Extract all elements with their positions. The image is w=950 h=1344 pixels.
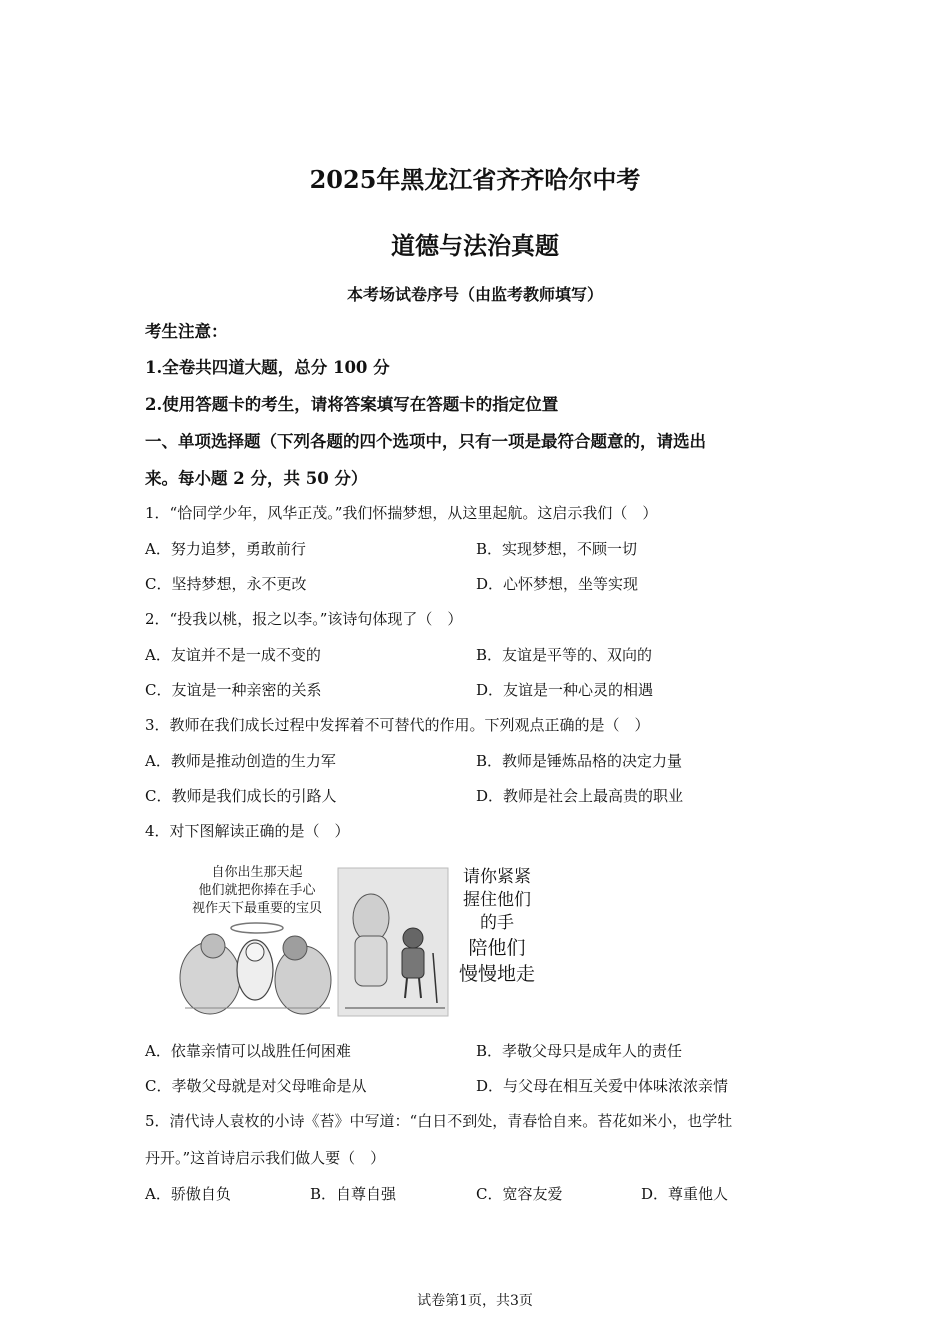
question-1-option-c[interactable]: C．坚持梦想，永不更改 [145, 575, 307, 593]
right-caption-line-2: 握住他们 [463, 890, 531, 910]
question-5-stem: 5．清代诗人袁枚的小诗《苔》中写道：“白日不到处，青春恰自来。苔花如米小，也学牡 [145, 1112, 733, 1130]
question-5-stem-cont: 丹开。”这首诗启示我们做人要（ ） [145, 1149, 386, 1167]
exam-title: 2025年黑龙江省齐齐哈尔中考 [309, 165, 641, 194]
question-5-option-a[interactable]: A．骄傲自负 [145, 1185, 231, 1203]
question-5-option-d[interactable]: D．尊重他人 [641, 1185, 729, 1203]
section-heading-cont: 来。每小题 2 分，共 50 分） [145, 469, 368, 488]
question-1-stem: 1．“恰同学少年，风华正茂。”我们怀揣梦想，从这里起航。这启示我们（ ） [145, 504, 658, 522]
question-2-option-b[interactable]: B．友谊是平等的、双向的 [476, 646, 653, 664]
notice-item-2: 2.使用答题卡的考生，请将答案填写在答题卡的指定位置 [145, 395, 559, 414]
left-caption-line-1: 自你出生那天起 [211, 865, 303, 880]
question-2-option-a[interactable]: A．友谊并不是一成不变的 [145, 646, 321, 664]
question-3-stem: 3．教师在我们成长过程中发挥着不可替代的作用。下列观点正确的是（ ） [145, 716, 650, 734]
right-panel [338, 868, 448, 1016]
question-4-option-a[interactable]: A．依靠亲情可以战胜任何困难 [145, 1042, 351, 1060]
notice-item-1: 1.全卷共四道大题，总分 100 分 [145, 358, 390, 377]
left-caption-line-2: 他们就把你捧在手心 [198, 883, 316, 898]
question-3-option-c[interactable]: C．教师是我们成长的引路人 [145, 787, 337, 805]
question-4-option-b[interactable]: B．孝敬父母只是成年人的责任 [476, 1042, 683, 1060]
right-caption-line-4: 陪他们 [468, 937, 526, 959]
question-3-option-a[interactable]: A．教师是推动创造的生力军 [145, 752, 336, 770]
question-5-option-b[interactable]: B．自尊自强 [310, 1185, 397, 1203]
exam-subject: 道德与法治真题 [391, 231, 559, 260]
question-4-option-c[interactable]: C．孝敬父母就是对父母唯命是从 [145, 1077, 367, 1095]
question-3-option-b[interactable]: B．教师是锤炼品格的决定力量 [476, 752, 683, 770]
question-2-stem: 2．“投我以桃，报之以李。”该诗句体现了（ ） [145, 610, 463, 628]
question-2-option-c[interactable]: C．友谊是一种亲密的关系 [145, 681, 322, 699]
section-heading: 一、单项选择题（下列各题的四个选项中，只有一项是最符合题意的，请选出 [145, 432, 706, 451]
page-footer: 试卷第1页，共3页 [417, 1293, 533, 1309]
serial-note: 本考场试卷序号（由监考教师填写） [346, 285, 603, 304]
question-4-option-d[interactable]: D．与父母在相互关爱中体味浓浓亲情 [476, 1077, 729, 1095]
question-5-option-c[interactable]: C．宽容友爱 [476, 1185, 563, 1203]
right-caption-line-3: 的手 [480, 913, 514, 933]
question-3-option-d[interactable]: D．教师是社会上最高贵的职业 [476, 787, 684, 805]
question-4-stem: 4．对下图解读正确的是（ ） [145, 822, 350, 840]
question-1-option-a[interactable]: A．努力追梦，勇敢前行 [145, 540, 306, 558]
question-2-option-d[interactable]: D．友谊是一种心灵的相遇 [476, 681, 654, 699]
question-1-option-b[interactable]: B．实现梦想，不顾一切 [476, 540, 638, 558]
right-caption-line-5: 慢慢地走 [458, 963, 536, 985]
family-cartoon-figure [175, 858, 545, 1018]
left-caption-line-3: 视作天下最重要的宝贝 [191, 901, 323, 916]
question-1-option-d[interactable]: D．心怀梦想，坐等实现 [476, 575, 639, 593]
notice-heading: 考生注意： [145, 322, 228, 341]
right-caption-line-1: 请你紧紧 [463, 867, 531, 887]
